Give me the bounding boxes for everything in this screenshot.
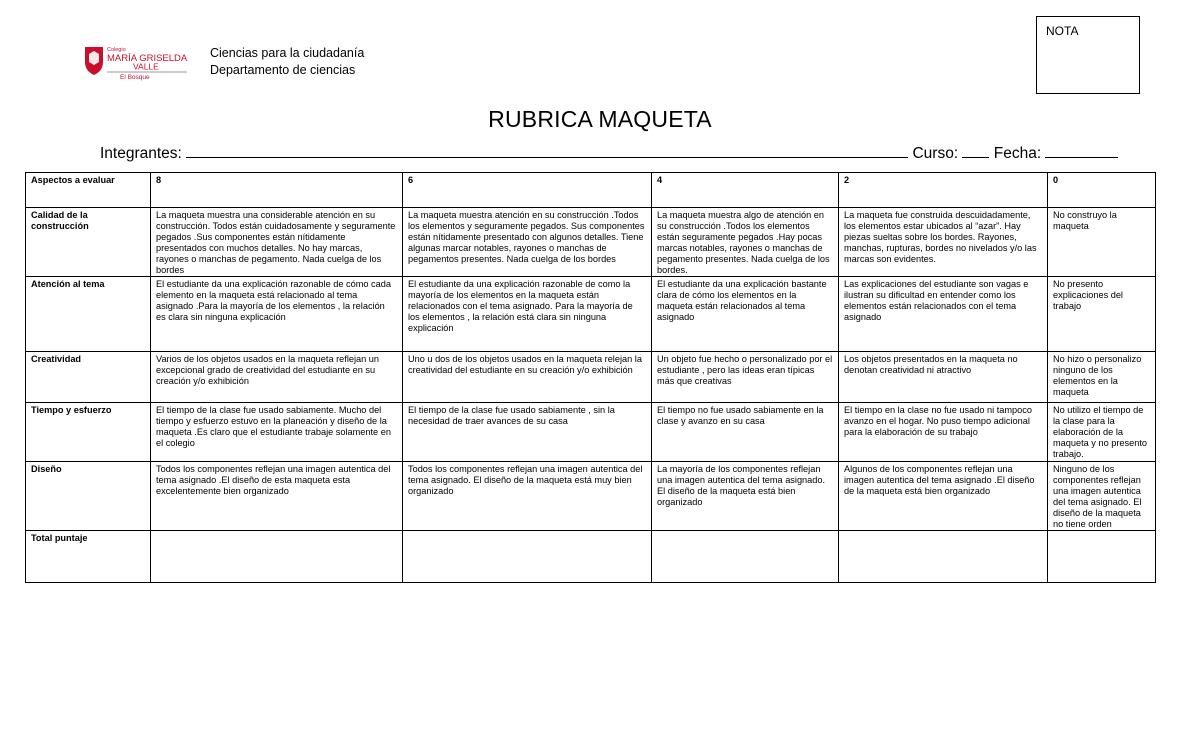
table-header-row	[26, 173, 1156, 208]
rubric-table	[25, 172, 1156, 583]
criterion-cell: Todos los componentes reflejan una imagen autentica del tema asignado. El diseño de la maqueta está muy bien organizado	[403, 461, 652, 530]
course-blank[interactable]	[962, 144, 989, 158]
criterion-cell: El estudiante da una explicación razonable de cómo cada elemento en la maqueta está relacionado al tema asignado .Para la mayoría de los elementos , la relación es clara sin ninguna explicación	[151, 277, 403, 352]
column-header: Aspectos a evaluar	[26, 173, 151, 208]
table-row	[26, 403, 1156, 462]
aspect-cell: Creatividad	[26, 352, 151, 403]
column-header: 0	[1048, 173, 1156, 208]
table-row	[26, 461, 1156, 530]
criterion-cell: El estudiante da una explicación bastante clara de cómo los elementos en la maqueta están relacionados al tema asignado	[652, 277, 839, 352]
criterion-cell: La maqueta muestra una considerable atención en su construcción. Todos están cuidadosamente y seguramente pegados .Sus componentes están nítidamente presentados con muchos detalles. No hay marcas, rayones o manchas de pegamento. Nada cuelga de los bordes	[151, 208, 403, 277]
criterion-cell: Los objetos presentados en la maqueta no denotan creatividad ni atractivo	[839, 352, 1048, 403]
criterion-cell: No construyo la maqueta	[1048, 208, 1156, 277]
criterion-cell: Un objeto fue hecho o personalizado por el estudiante , pero las ideas eran típicas más que creativas	[652, 352, 839, 403]
logo-small-text: Colegio	[107, 47, 126, 53]
subject-name: Ciencias para la ciudadanía	[210, 46, 365, 60]
criterion-cell: Ninguno de los componentes reflejan una imagen autentica del tema asignado. El diseño de la maqueta no tiene orden	[1048, 461, 1156, 530]
department-block	[210, 45, 364, 79]
aspect-cell: Tiempo y esfuerzo	[26, 403, 151, 462]
criterion-cell: El estudiante da una explicación razonable de como la mayoría de los elementos en la maqueta están relacionados con el tema asignado. Para la mayoría de los elementos , la relación está clara sin ninguna explicación	[403, 277, 652, 352]
grade-label: NOTA	[1046, 24, 1079, 38]
date-blank[interactable]	[1045, 144, 1118, 158]
column-header: 6	[403, 173, 652, 208]
total-cell[interactable]	[652, 531, 839, 583]
criterion-cell: No utilizo el tiempo de la clase para la elaboración de la maqueta y no presento trabajo.	[1048, 403, 1156, 462]
logo-name-line2: VALLE	[133, 61, 159, 72]
members-blank[interactable]	[186, 144, 908, 158]
total-cell[interactable]	[1048, 531, 1156, 583]
logo-campus: El Bosque	[120, 74, 150, 81]
student-info-line	[100, 144, 1118, 163]
criterion-cell: Algunos de los componentes reflejan una imagen autentica del tema asignado .El diseño de la maqueta está bien organizado	[839, 461, 1048, 530]
criterion-cell: Uno u dos de los objetos usados en la maqueta relejan la creatividad del estudiante en su creación y/o exhibición	[403, 352, 652, 403]
criterion-cell: No presento explicaciones del trabajo	[1048, 277, 1156, 352]
table-row	[26, 352, 1156, 403]
department-name: Departamento de ciencias	[210, 63, 356, 77]
criterion-cell: La maqueta muestra algo de atención en su construcción .Todos los elementos están seguramente pegados .Hay pocas marcas notables, rayones o manchas de pegamento presentes. Nada cuelga de los bordes.	[652, 208, 839, 277]
column-header: 2	[839, 173, 1048, 208]
criterion-cell: Las explicaciones del estudiante son vagas e ilustran su dificultad en entender como los elementos están relacionados con el tema asignado	[839, 277, 1048, 352]
page-title: RUBRICA MAQUETA	[488, 106, 712, 132]
members-label: Integrantes:	[100, 145, 182, 162]
criterion-cell: El tiempo de la clase fue usado sabiamente. Mucho del tiempo y esfuerzo estuvo en la planeación y diseño de la maqueta .Es claro que el estudiante trabaje solamente en el colegio	[151, 403, 403, 462]
logo-name-line1: MARÍA GRISELDA	[107, 53, 188, 64]
criterion-cell: El tiempo de la clase fue usado sabiamente , sin la necesidad de traer avances de su casa	[403, 403, 652, 462]
column-header: 8	[151, 173, 403, 208]
criterion-cell: La maqueta muestra atención en su construcción .Todos los elementos y seguramente pegados. Sus componentes están nítidamente presentado con algunos detalles. Tiene algunas marcar notables, rayones o manchas de pegamentos presentes. Nada cuelga de los bordes	[403, 208, 652, 277]
total-cell[interactable]	[839, 531, 1048, 583]
total-label: Total puntaje	[26, 531, 151, 583]
school-logo	[83, 44, 189, 82]
date-label: Fecha:	[993, 145, 1042, 162]
aspect-cell: Diseño	[26, 461, 151, 530]
total-cell[interactable]	[403, 531, 652, 583]
criterion-cell: No hizo o personalizo ninguno de los elementos en la maqueta	[1048, 352, 1156, 403]
aspect-cell: Calidad de la construcción	[26, 208, 151, 277]
column-header: 4	[652, 173, 839, 208]
table-row	[26, 277, 1156, 352]
criterion-cell: El tiempo en la clase no fue usado ni tampoco avanzo en el hogar. No puso tiempo adicional para la elaboración de su trabajo	[839, 403, 1048, 462]
total-cell[interactable]	[151, 531, 403, 583]
criterion-cell: La mayoría de los componentes reflejan una imagen autentica del tema asignado. El diseño de la maqueta está bien organizado	[652, 461, 839, 530]
table-row	[26, 208, 1156, 277]
criterion-cell: La maqueta fue construida descuidadamente, los elementos estar ubicados al “azar”. Hay piezas sueltas sobre los bordes. Rayones, manchas, rupturas, bordes no nivelados y/o las marcas son evidentes.	[839, 208, 1048, 277]
course-label: Curso:	[912, 145, 959, 162]
total-row	[26, 531, 1156, 583]
grade-box[interactable]	[1036, 16, 1140, 94]
aspect-cell: Atención al tema	[26, 277, 151, 352]
criterion-cell: Varios de los objetos usados en la maqueta reflejan un excepcional grado de creatividad del estudiante en su creación y/o exhibición	[151, 352, 403, 403]
criterion-cell: Todos los componentes reflejan una imagen autentica del tema asignado .El diseño de esta maqueta esta excelentemente bien organizado	[151, 461, 403, 530]
criterion-cell: El tiempo no fue usado sabiamente en la clase y avanzo en su casa	[652, 403, 839, 462]
